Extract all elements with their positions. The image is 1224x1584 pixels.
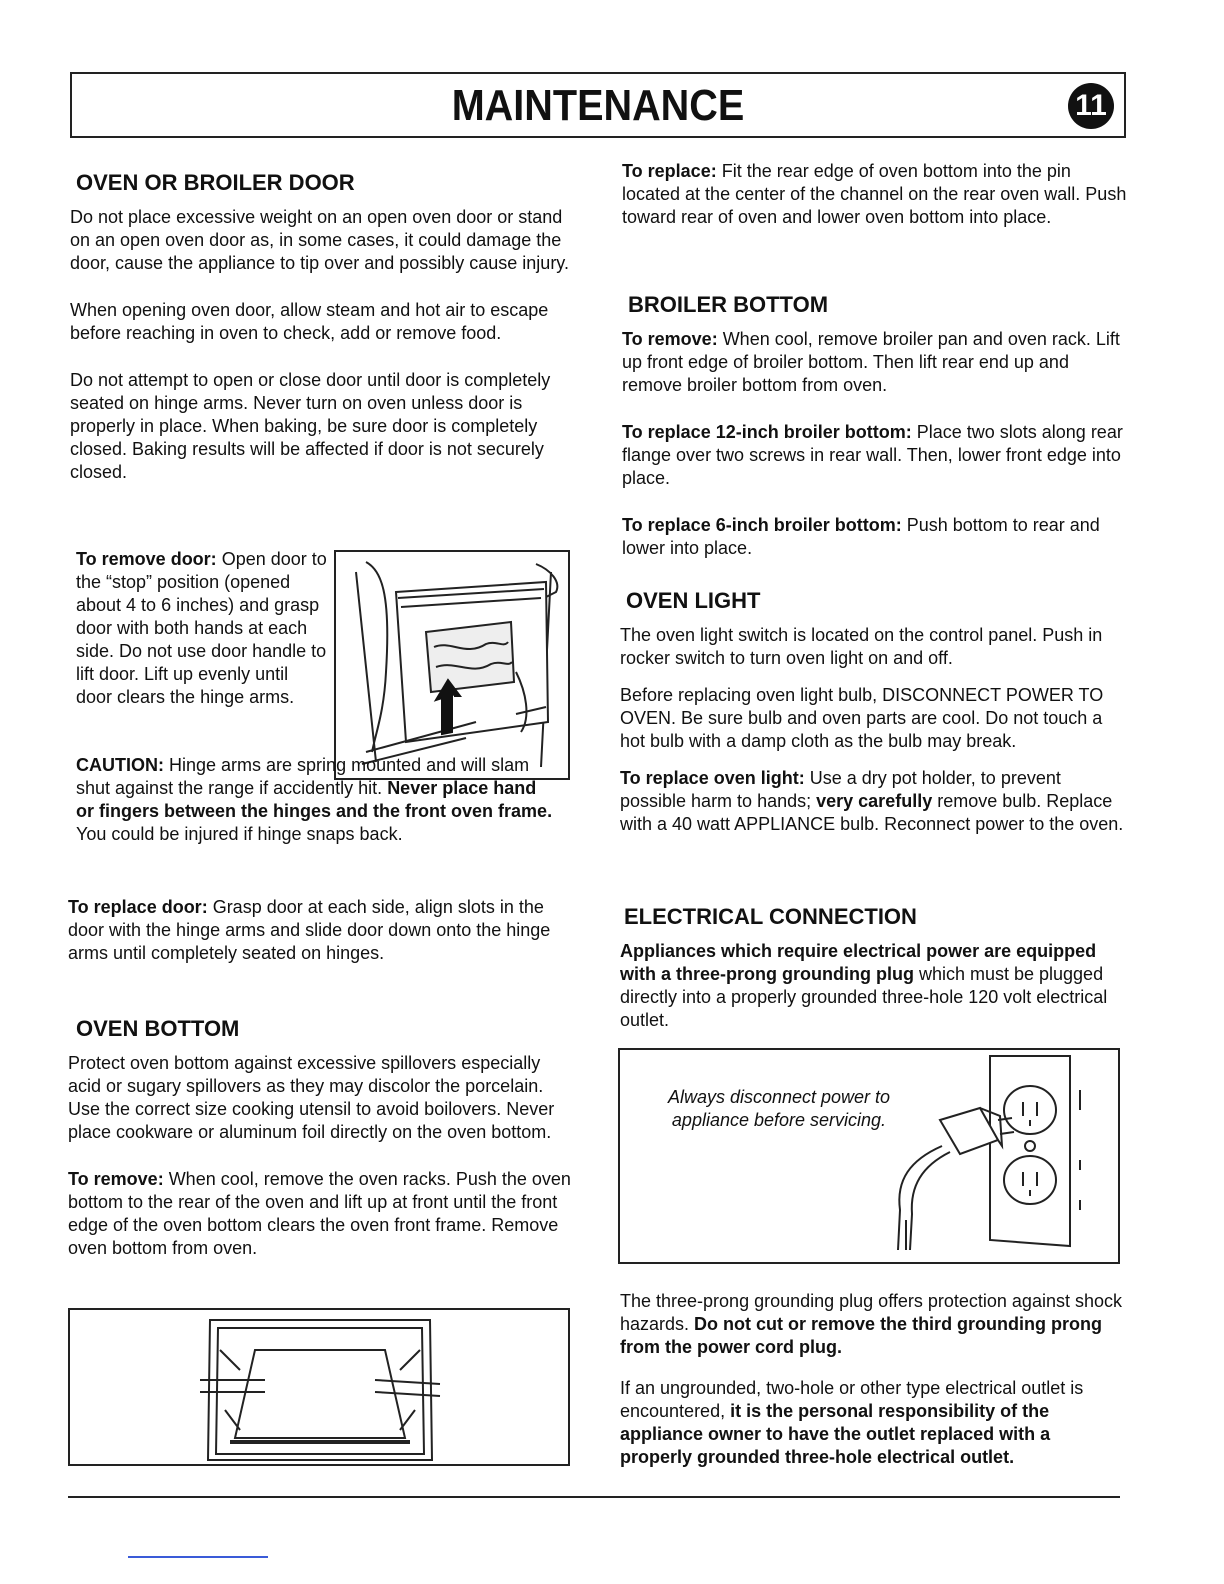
light-replace-bold: very carefully — [816, 791, 933, 811]
light-replace-label: To replace oven light: — [620, 768, 805, 788]
replace-bottom-text: Fit the rear edge of oven bottom into the pin located at the center of the channel on the rear oven wall. Push toward rear of oven and lower oven bottom into place. — [622, 161, 1127, 227]
oven-bottom-remove-label: To remove: — [68, 1169, 164, 1189]
broiler-section — [622, 328, 1127, 560]
broiler-remove-label: To remove: — [622, 329, 718, 349]
caution-warning: Never place hand or fingers between the hinges and the front oven frame. — [76, 778, 553, 821]
oven-bottom-figure — [68, 1308, 570, 1466]
caution-block — [76, 754, 556, 846]
electrical-p2-text: The three-prong grounding plug offers protection against shock hazards. — [620, 1291, 1122, 1334]
light-p2: Before replacing oven light bulb, DISCONNECT POWER TO OVEN. Be sure bulb and oven parts are cool. Do not touch a hot bulb with a damp cloth as the bulb may break. — [620, 685, 1104, 751]
broiler-heading: BROILER BOTTOM — [628, 292, 829, 317]
light-replace-text-1: Use a dry pot holder, to prevent possible harm to hands; — [620, 768, 1061, 811]
light-section — [620, 624, 1125, 836]
oven-bottom-heading-block — [76, 1016, 576, 1042]
broiler-replace-6-label: To replace 6-inch broiler bottom: — [622, 515, 902, 535]
electrical-intro — [620, 940, 1125, 1032]
broiler-replace-12-text: Place two slots along rear flange over two screws in rear wall. Then, lower front edge into place. — [622, 422, 1123, 488]
footer-accent-line — [128, 1556, 268, 1558]
replace-door-paragraph — [68, 896, 573, 965]
broiler-remove-text: When cool, remove broiler pan and oven rack. Lift up front edge of broiler bottom. Then lift rear end up and remove broiler bottom from oven. — [622, 329, 1120, 395]
page-title: MAINTENANCE — [451, 81, 745, 130]
light-p1: The oven light switch is located on the control panel. Push in rocker switch to turn oven light on and off. — [620, 625, 1103, 668]
caution-paragraph — [76, 754, 556, 846]
electrical-p1 — [620, 940, 1125, 1032]
door-removal-illustration — [336, 552, 568, 778]
replace-door-label: To replace door: — [68, 897, 208, 917]
electrical-heading-block — [624, 904, 1124, 930]
replace-door-block — [68, 896, 573, 965]
caution-end: You could be injured if hinge snaps back. — [76, 824, 403, 844]
broiler-heading-block — [628, 292, 1128, 318]
oven-bottom-section — [68, 1052, 573, 1260]
remove-door-text: Open door to the “stop” position (opened about 4 to 6 inches) and grasp door with both hands at each side. Do not use door handle to lift door. Lift up evenly until door clears the hinge arms. — [76, 549, 327, 707]
page-header — [70, 72, 1126, 138]
electrical-bold-1: Appliances which require electrical power are equipped with a three-prong grounding plug — [620, 941, 1097, 984]
door-p3: Do not attempt to open or close door until door is completely seated on hinge arms. Never turn on oven unless door is properly in place. When baking, be sure door is completely closed. Baking results will be affected if door is not securely closed. — [70, 370, 551, 482]
replace-bottom-label: To replace: — [622, 161, 717, 181]
caution-label: CAUTION: — [76, 755, 164, 775]
remove-door-paragraph — [76, 548, 328, 709]
electrical-p2 — [620, 1290, 1125, 1359]
light-replace-text-2: remove bulb. Replace with a 40 watt APPLIANCE bulb. Reconnect power to the oven. — [620, 791, 1124, 834]
broiler-replace-6 — [622, 514, 1127, 560]
bottom-rule — [68, 1496, 1120, 1498]
oven-bottom-remove-text: When cool, remove the oven racks. Push the oven bottom to the rear of the oven and lift up at front until the front edge of the oven bottom clears the oven front frame. Remove oven bottom from oven. — [68, 1169, 571, 1258]
electrical-heading: ELECTRICAL CONNECTION — [624, 904, 917, 929]
door-figure — [334, 550, 570, 780]
door-p1: Do not place excessive weight on an open oven door or stand on an open oven door as, in some cases, it could damage the door, cause the appliance to tip over and possibly cause injury. — [70, 207, 569, 273]
electrical-p3 — [620, 1377, 1125, 1469]
broiler-replace-12-label: To replace 12-inch broiler bottom: — [622, 422, 912, 442]
remove-door-label: To remove door: — [76, 549, 217, 569]
electrical-p2-bold: Do not cut or remove the third grounding prong from the power cord plug. — [620, 1314, 1103, 1357]
electrical-p3-bold: it is the personal responsibility of the appliance owner to have the outlet replaced with a properly grounded three-hole electrical outlet. — [620, 1401, 1051, 1467]
door-section — [70, 206, 570, 484]
plug-figure-caption: Always disconnect power to appliance before servicing. — [667, 1087, 891, 1130]
electrical-text-1: which must be plugged directly into a properly grounded three-hole 120 volt electrical outlet. — [620, 964, 1108, 1030]
plug-figure — [618, 1048, 1120, 1264]
replace-bottom-block — [622, 160, 1127, 229]
electrical-p3-text: If an ungrounded, two-hole or other type electrical outlet is encountered, — [620, 1378, 1084, 1421]
remove-door-block — [76, 548, 328, 709]
light-heading: OVEN LIGHT — [626, 588, 761, 613]
broiler-remove — [622, 328, 1127, 397]
door-heading: OVEN OR BROILER DOOR — [76, 170, 355, 195]
oven-bottom-remove — [68, 1168, 573, 1260]
plug-outlet-illustration — [880, 1050, 1118, 1262]
oven-bottom-heading: OVEN BOTTOM — [76, 1016, 240, 1041]
door-p2: When opening oven door, allow steam and hot air to escape before reaching in oven to check, add or remove food. — [70, 300, 549, 343]
door-heading-block — [76, 170, 576, 196]
electrical-warnings — [620, 1290, 1125, 1469]
light-heading-block — [626, 588, 1126, 614]
oven-bottom-illustration — [70, 1310, 568, 1464]
page-number-badge: 11 — [1068, 83, 1114, 129]
light-replace — [620, 767, 1125, 836]
broiler-replace-12 — [622, 421, 1127, 490]
replace-door-text: Grasp door at each side, align slots in the door with the hinge arms and slide door down onto the hinge arms until completely seated on hinges. — [68, 897, 551, 963]
caution-text: Hinge arms are spring mounted and will slam shut against the range if accidently hit. — [76, 755, 530, 798]
oven-bottom-p1: Protect oven bottom against excessive spillovers especially acid or sugary spillovers as they may discolor the porcelain. Use the correct size cooking utensil to avoid boilovers. Never place cookware or aluminum foil directly on the oven bottom. — [68, 1053, 555, 1142]
replace-bottom-paragraph — [622, 160, 1127, 229]
broiler-replace-6-text: Push bottom to rear and lower into place. — [622, 515, 1100, 558]
